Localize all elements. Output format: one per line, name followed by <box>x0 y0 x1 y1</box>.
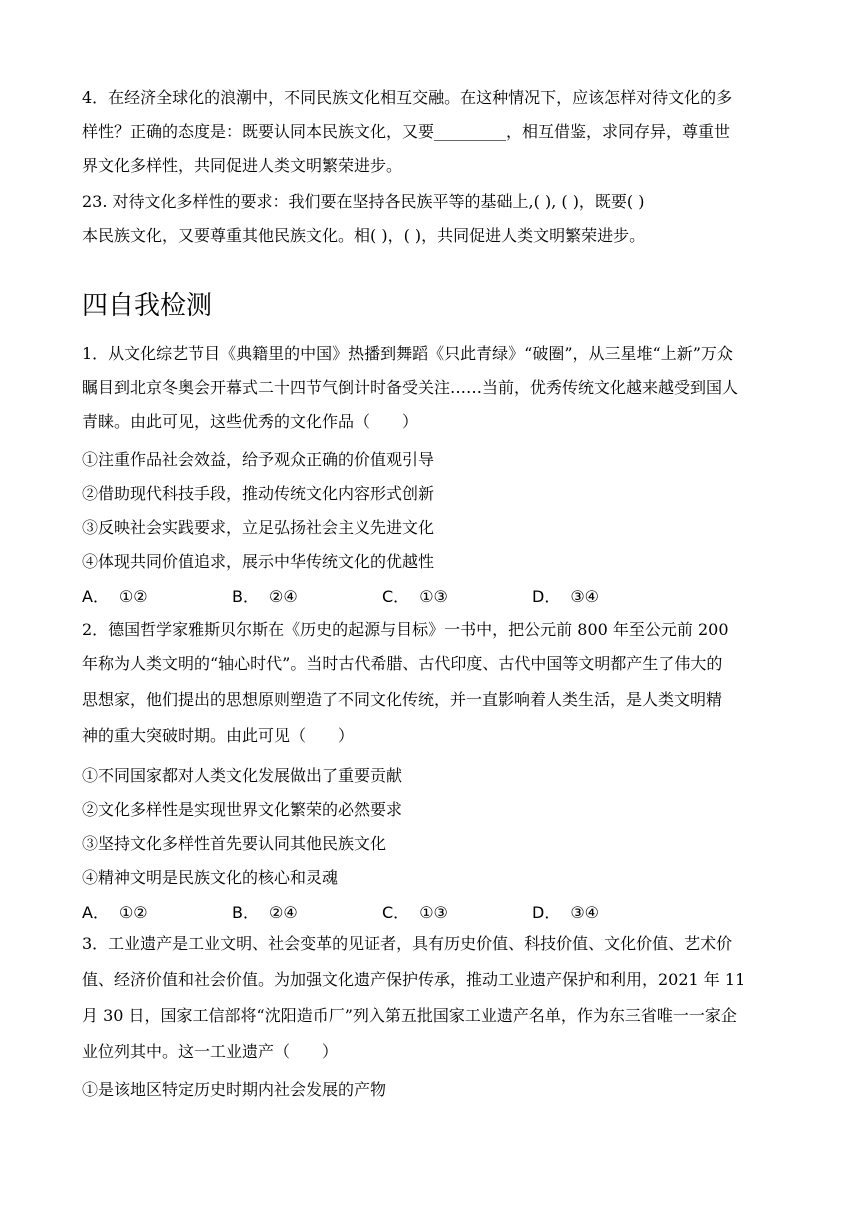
q4-line-2: 样性？正确的态度是：既要认同本民族文化，又要_________，相互借鉴，求同存异，尊重世 <box>82 122 731 141</box>
q3-stem-line-4: 业位列其中。这一工业遗产（ ） <box>82 1042 339 1061</box>
q2-statement-3: ③坚持文化多样性首先要认同其他民族文化 <box>82 834 387 853</box>
option-text: ①② <box>118 903 148 922</box>
q1-statement-2: ②借助现代科技手段，推动传统文化内容形式创新 <box>82 484 435 503</box>
q2-options <box>82 900 782 922</box>
section-heading: 四自我检测 <box>82 291 213 321</box>
option-letter: A． <box>82 587 109 606</box>
q3-stem-line-1: 3．工业遗产是工业文明、社会变革的见证者，具有历史价值、科技价值、文化价值、艺术价 <box>82 934 733 953</box>
q23-line-1: 23. 对待文化多样性的要求：我们要在坚持各民族平等的基础上,( ), ( )，既要( ) <box>82 192 645 211</box>
q2-statement-2: ②文化多样性是实现世界文化繁荣的必然要求 <box>82 800 403 819</box>
q1-stem-line-1: 1．从文化综艺节目《典籍里的中国》热播到舞蹈《只此青绿》“破圈”，从三星堆“上新”万众 <box>82 344 733 363</box>
option-letter: D． <box>532 587 561 606</box>
q3-stem-line-3: 月 30 日，国家工信部将“沈阳造币厂”列入第五批国家工业遗产名单，作为东三省唯一一家企 <box>82 1006 737 1025</box>
q1-statement-3: ③反映社会实践要求，立足弘扬社会主义先进文化 <box>82 518 435 537</box>
q3-statement-1: ①是该地区特定历史时期内社会发展的产物 <box>82 1080 387 1099</box>
q2-stem-line-4: 神的重大突破时期。由此可见（ ） <box>82 726 355 745</box>
q2-statement-1: ①不同国家都对人类文化发展做出了重要贡献 <box>82 766 403 785</box>
q2-option-c <box>382 900 448 923</box>
option-letter: A． <box>82 903 109 922</box>
q2-option-d <box>532 900 599 923</box>
q1-stem-line-2: 瞩目到北京冬奥会开幕式二十四节气倒计时备受关注……当前，优秀传统文化越来越受到国人 <box>82 378 739 397</box>
q1-statement-4: ④体现共同价值追求，展示中华传统文化的优越性 <box>82 552 435 571</box>
q2-option-b <box>232 900 298 923</box>
q4-line-3: 界文化多样性，共同促进人类文明繁荣进步。 <box>82 156 403 175</box>
q1-option-b <box>232 584 298 607</box>
option-letter: B． <box>232 587 259 606</box>
option-letter: D． <box>532 903 561 922</box>
q1-option-c <box>382 584 448 607</box>
option-text: ②④ <box>268 587 298 606</box>
q4-line-1: 4．在经济全球化的浪潮中，不同民族文化相互交融。在这种情况下，应该怎样对待文化的多 <box>82 88 733 107</box>
q1-option-a <box>82 584 148 607</box>
q1-stem-line-3: 青睐。由此可见，这些优秀的文化作品（ ） <box>82 412 419 431</box>
option-text: ①③ <box>419 587 448 606</box>
q1-option-d <box>532 584 599 607</box>
q23-line-2: 本民族文化，又要尊重其他民族文化。相( )，( )，共同促进人类文明繁荣进步。 <box>82 226 646 245</box>
q2-stem-line-1: 2．德国哲学家雅斯贝尔斯在《历史的起源与目标》一书中，把公元前 800 年至公元前 200 <box>82 620 729 639</box>
option-letter: C． <box>382 587 410 606</box>
q2-stem-line-3: 思想家，他们提出的思想原则塑造了不同文化传统，并一直影响着人类生活，是人类文明精 <box>82 690 723 709</box>
option-text: ②④ <box>268 903 298 922</box>
option-text: ③④ <box>570 587 600 606</box>
option-text: ①② <box>118 587 148 606</box>
option-letter: C． <box>382 903 410 922</box>
q2-stem-line-2: 年称为人类文明的“轴心时代”。当时古代希腊、古代印度、古代中国等文明都产生了伟大的 <box>82 654 723 673</box>
q1-options <box>82 584 782 606</box>
q2-statement-4: ④精神文明是民族文化的核心和灵魂 <box>82 868 339 887</box>
q1-statement-1: ①注重作品社会效益，给予观众正确的价值观引导 <box>82 450 435 469</box>
option-text: ①③ <box>419 903 448 922</box>
q2-option-a <box>82 900 148 923</box>
option-letter: B． <box>232 903 259 922</box>
q3-stem-line-2: 值、经济价值和社会价值。为加强文化遗产保护传承，推动工业遗产保护和利用，2021 年 11 <box>82 970 746 989</box>
option-text: ③④ <box>570 903 600 922</box>
